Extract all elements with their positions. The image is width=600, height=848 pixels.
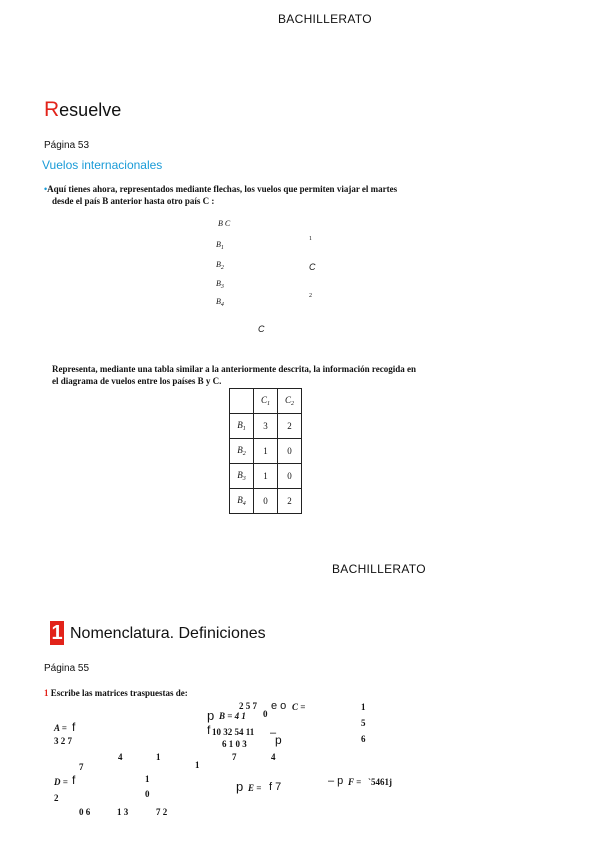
diagram-count-2: 2 [309,293,312,299]
diagram-top-label: B C [218,219,231,228]
table-cell: 1 [254,439,278,464]
matrix-fragment: f [207,723,211,737]
matrix-fragment: `5461j [368,777,392,787]
diagram-c-bottom: C [258,324,265,334]
matrix-fragment: 0 [263,709,268,719]
diagram-b4: $B_4$ [216,297,224,308]
matrix-fragment: 1 [195,760,200,770]
flights-table [229,388,302,514]
bullet-icon: • [44,184,48,194]
matrix-fragment: 4 [271,752,276,762]
matrix-fragment: p [275,733,282,747]
matrix-label-d: D = [54,777,68,787]
diagram-c-mid: C [309,262,316,272]
table-cell: 0 [278,464,302,489]
subsection-title: Vuelos internacionales [42,158,163,172]
running-header-2: BACHILLERATO [332,562,426,576]
matrix-fragment: p [207,708,215,723]
matrix-fragment: f 7 [269,781,282,793]
intro-line-1 [44,184,397,194]
table-cell: 0 [278,439,302,464]
matrix-fragment: 7 [232,752,237,762]
matrix-fragment: 3 2 7 [54,736,72,746]
diagram-b1: $B_1$ [216,240,224,251]
matrix-fragment: 1 [145,774,150,784]
table-row [230,464,302,489]
matrix-label-a: A = [54,723,67,733]
matrix-fragment: 0 6 [79,807,91,817]
table-col-header: $C_1$ [254,389,278,414]
table-header-row [230,389,302,414]
question-line-1: Representa, mediante una tabla similar a la anteriormente descrita, la información recogida en [52,364,416,374]
table-row-header: $B_3$ [230,464,254,489]
matrix-fragment: 4 [118,752,123,762]
matrix-label-e: E = [248,783,262,793]
intro-line-2: desde el país B anterior hasta otro país C : [52,196,215,206]
table-cell: 2 [278,414,302,439]
matrix-fragment: 10 32 54 11 [212,727,255,737]
matrix-fragment: 1 3 [117,807,129,817]
running-header: BACHILLERATO [278,12,372,26]
diagram-b2: $B_2$ [216,260,224,271]
matrix-fragment: 7 [79,762,84,772]
section-number-badge: 1 [51,622,63,644]
matrix-fragment: – p [328,775,344,787]
table-row [230,489,302,514]
section-title [44,98,121,122]
exercise-text: Escribe las matrices traspuestas de: [50,688,188,698]
diagram-b3: $B_3$ [216,279,224,290]
table-row [230,439,302,464]
page-reference: Página 53 [44,140,90,151]
matrix-label-b: B = 4 1 [219,711,246,721]
table-row-header: $B_2$ [230,439,254,464]
matrix-fragment: 1 [361,702,366,712]
matrix-label-f: F = [348,777,362,787]
section-2-title: Nomenclatura. Definiciones [70,625,266,642]
table-corner-cell [230,389,254,414]
table-col-header: $C_2$ [278,389,302,414]
matrix-fragment: f [72,720,76,734]
matrix-label-c: C = [292,702,306,712]
table-cell: 1 [254,464,278,489]
matrix-fragment: – [270,727,277,739]
section-title-initial: R [44,98,60,121]
matrix-fragment: 7 2 [156,807,168,817]
exercise-number: 1 [44,688,49,698]
table-row-header: $B_1$ [230,414,254,439]
matrix-fragment: 2 [54,793,59,803]
table-row [230,414,302,439]
section-title-rest: esuelve [59,100,122,120]
matrix-fragment: 0 [145,789,150,799]
exercise-1 [44,688,188,698]
table-cell: 2 [278,489,302,514]
page-reference-2: Página 55 [44,663,90,674]
diagram-count-1: 1 [309,236,312,242]
table-row-header: $B_4$ [230,489,254,514]
matrix-fragment: 1 [156,752,161,762]
matrix-fragment: f [72,773,76,787]
table-cell: 0 [254,489,278,514]
intro-text-1: Aquí tienes ahora, representados mediante flechas, los vuelos que permiten viajar el martes [47,184,398,194]
matrix-fragment: 2 5 7 [239,701,257,711]
matrix-fragment: 5 [361,718,366,728]
matrix-fragment: 6 1 0 3 [222,739,247,749]
table-cell: 3 [254,414,278,439]
matrix-fragment: e o [271,700,287,712]
matrix-fragment: 6 [361,734,366,744]
question-line-2: el diagrama de vuelos entre los países B y C. [52,376,222,386]
matrix-fragment: p [236,779,244,794]
